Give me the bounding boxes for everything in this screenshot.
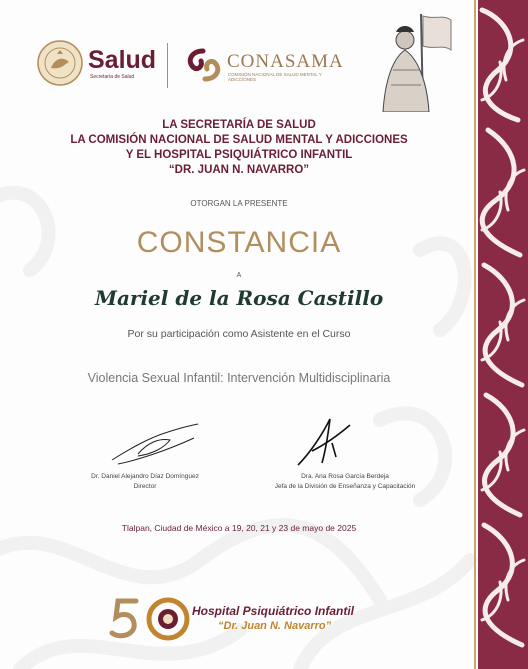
conasama-logo-icon <box>185 47 223 83</box>
heroine-flag-illustration-icon <box>363 10 453 112</box>
director-signature-icon <box>108 420 203 470</box>
issuer-line: “DR. JUAN N. NAVARRO” <box>168 164 310 176</box>
conasama-logo-subtitle: COMISIÓN NACIONAL DE SALUD MENTAL Y ADICCIONES <box>228 72 322 82</box>
salud-logo-subtitle: Secretaría de Salud <box>90 74 135 80</box>
salud-logo-text: Salud <box>88 46 157 74</box>
place-and-date: Tlalpan, Ciudad de México a 19, 20, 21 y 23 de mayo de 2025 <box>121 523 357 533</box>
participation-text: Por su participación como Asistente en el Curso <box>127 328 351 340</box>
issuer-line: LA COMISIÓN NACIONAL DE SALUD MENTAL Y ADICCIONES <box>70 134 408 146</box>
signatory-role: Jefa de la División de Enseñanza y Capacitación <box>274 483 416 490</box>
conasama-logo-text: CONASAMA <box>227 51 344 72</box>
signatory-name: Dr. Daniel Alejandro Díaz Domínguez <box>91 473 199 480</box>
decorative-border-pattern <box>478 0 528 669</box>
to-label: A <box>236 272 242 279</box>
signatory-role: Director <box>133 483 157 490</box>
hospital-name: Hospital Psiquiátrico Infantil <box>192 604 355 618</box>
issuing-institutions <box>0 118 478 178</box>
national-seal-logo-icon <box>37 40 83 86</box>
course-name: Violencia Sexual Infantil: Intervención Multidisciplinaria <box>87 371 391 385</box>
signatory-name: Dra. Ana Rosa García Berdeja <box>301 473 389 480</box>
issuer-line: LA SECRETARÍA DE SALUD <box>162 119 316 131</box>
recipient-name: Mariel de la Rosa Castillo <box>94 286 384 310</box>
header-divider <box>167 43 168 88</box>
hospital-subname: “Dr. Juan N. Navarro” <box>218 620 332 632</box>
issuer-line: Y EL HOSPITAL PSIQUIÁTRICO INFANTIL <box>125 149 353 161</box>
division-head-signature-icon <box>292 413 357 471</box>
certificate-title: CONSTANCIA <box>136 226 342 259</box>
fifty-anniversary-logo-icon <box>108 595 190 643</box>
signatory-director <box>60 472 230 492</box>
signatory-division-head <box>245 472 445 492</box>
grant-text: OTORGAN LA PRESENTE <box>190 199 288 208</box>
